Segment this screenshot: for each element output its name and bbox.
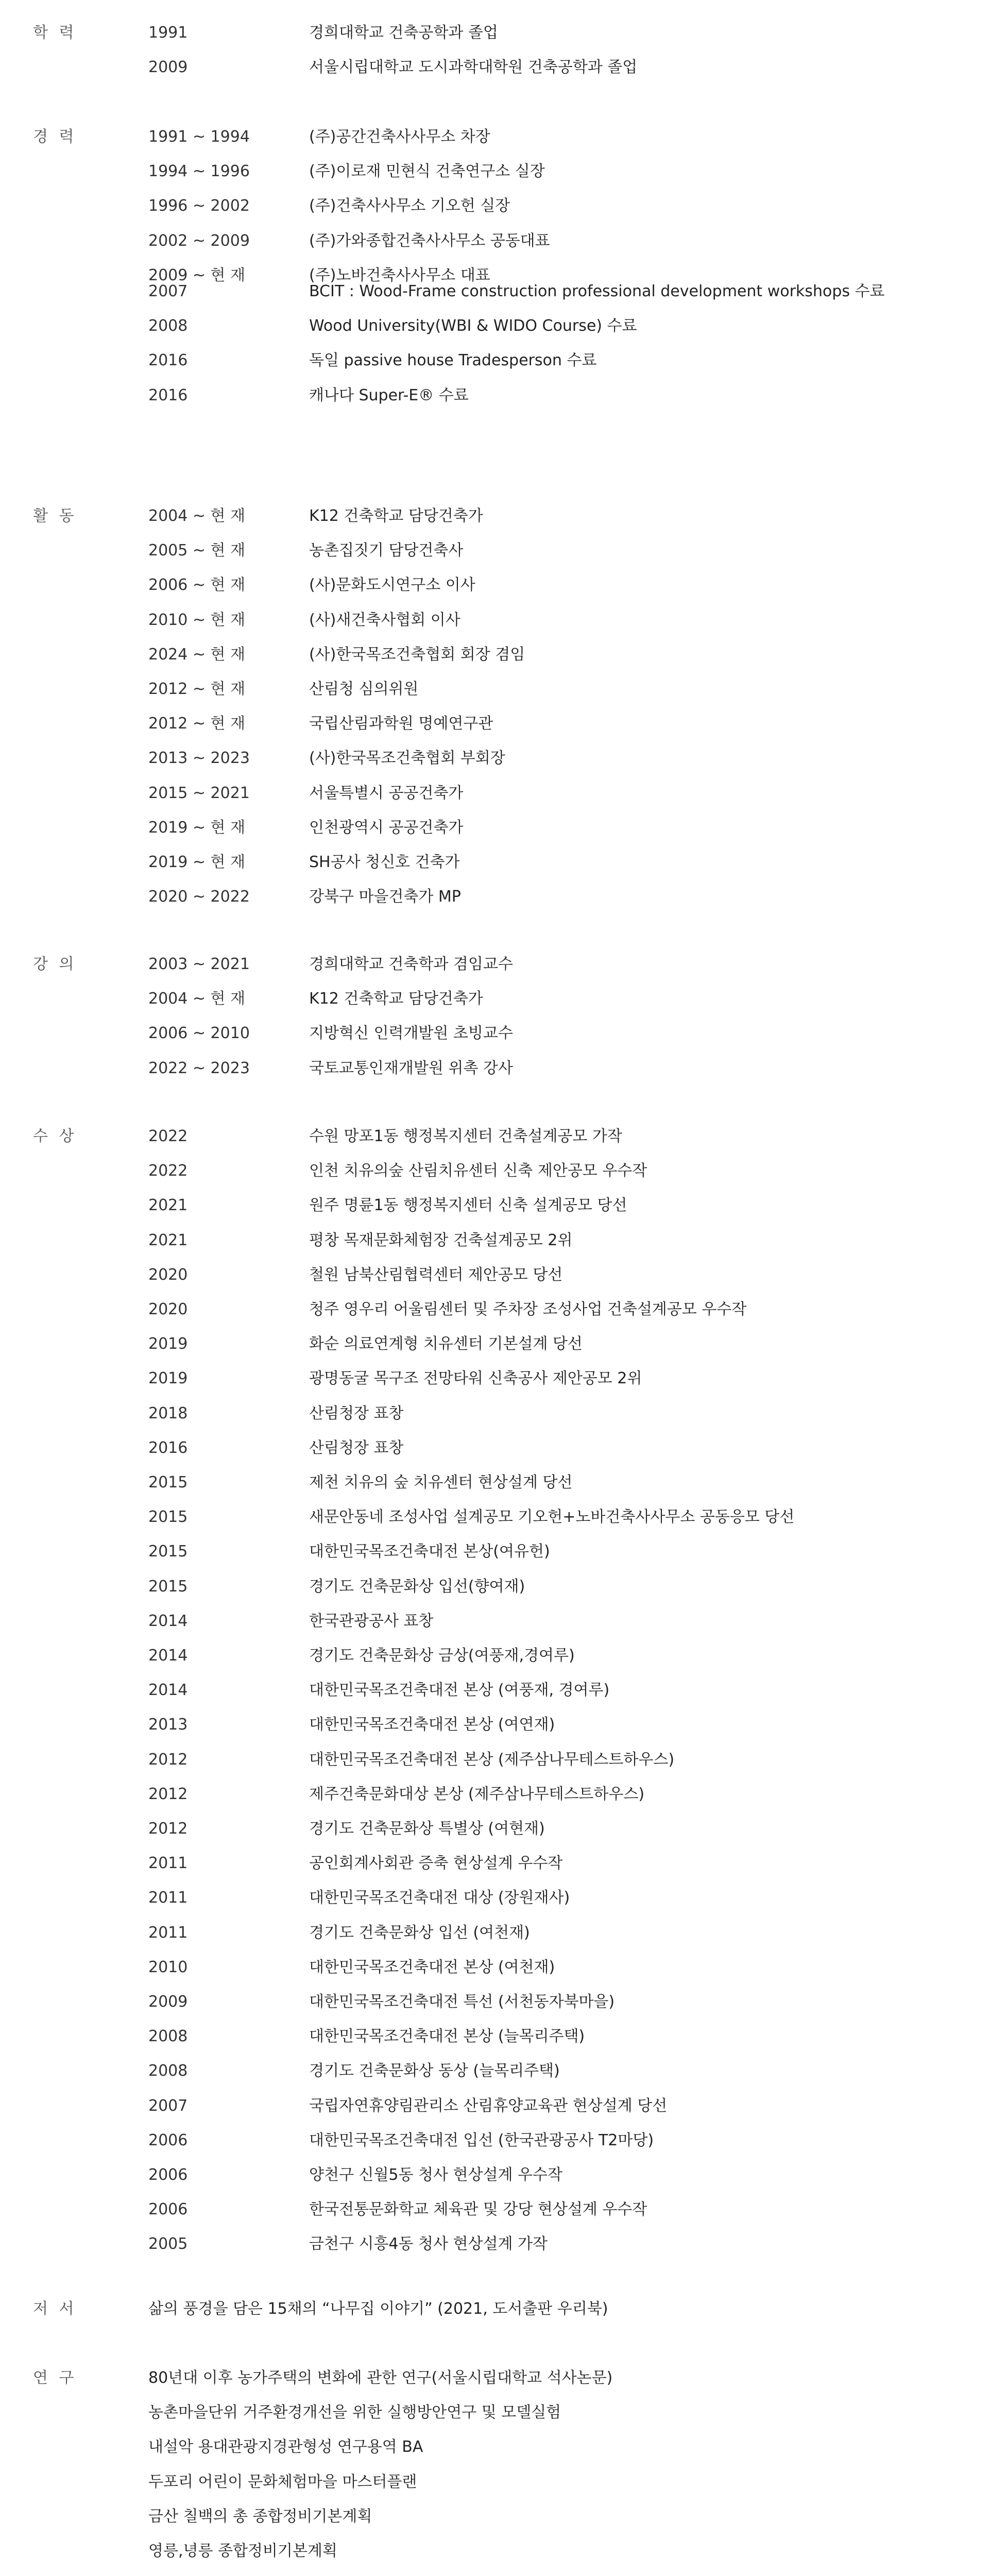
entry-year: 2014 [148, 1647, 188, 1665]
entry-text: 새문안동네 조성사업 설계공모 기오헌+노바건축사사무소 공동응모 당선 [309, 1508, 795, 1526]
entry-year: 2007 [148, 282, 188, 300]
entry-text: 경희대학교 건축공학과 졸업 [309, 24, 498, 42]
activities-row [0, 852, 989, 873]
entry-text: 독일 passive house Tradesperson 수료 [309, 351, 597, 369]
awards-row [0, 1992, 989, 2012]
entry-text: 국토교통인재개발원 위촉 강사 [309, 1059, 513, 1077]
activities-row [0, 540, 989, 561]
entry-text: 금천구 시흥4동 청사 현상설계 가작 [309, 2235, 548, 2253]
entry-year: 2006 [148, 2166, 188, 2184]
awards-row [0, 1680, 989, 1701]
entry-year: 1994 ~ 1996 [148, 162, 250, 180]
activities-row [0, 610, 989, 631]
entry-text: 화순 의료연계형 치유센터 기본설계 당선 [309, 1335, 583, 1353]
entry-text: 수원 망포1동 행정복지센터 건축설계공모 가작 [309, 1127, 622, 1145]
entry-year: 2011 [148, 1854, 188, 1872]
awards-row [0, 1819, 989, 1839]
entry-text: 공인회계사회관 증축 현상설계 우수작 [309, 1854, 563, 1872]
career-row [0, 231, 989, 251]
entry-year: 2015 [148, 1543, 188, 1561]
entry-text: 산림청장 표창 [309, 1439, 404, 1457]
entry-text: 영릉,녕릉 종합정비기본계획 [148, 2542, 337, 2560]
entry-year: 2004 ~ 현 재 [148, 990, 246, 1008]
entry-year: 2006 [148, 2200, 188, 2218]
entry-year: 2009 ~ 현 재 [148, 266, 246, 284]
entry-text: 인천 치유의숲 산림치유센터 신축 제안공모 우수작 [309, 1162, 647, 1180]
awards-row [0, 1403, 989, 1424]
entry-text: 청주 영우리 어울림센터 및 주차장 조성사업 건축설계공모 우수작 [309, 1300, 747, 1318]
activities-row [0, 679, 989, 700]
entry-year: 2012 [148, 1751, 188, 1769]
awards-row [0, 1715, 989, 1735]
awards-row [0, 1646, 989, 1666]
entry-year: 2021 [148, 1196, 188, 1214]
awards-row [0, 1611, 989, 1632]
activities-row [0, 818, 989, 838]
entry-text: 80년대 이후 농가주택의 변화에 관한 연구(서울시립대학교 석사논문) [148, 2369, 613, 2387]
books-row [0, 2299, 989, 2319]
section-label-career: 경 력 [33, 128, 77, 146]
entry-text: 농촌집짓기 담당건축사 [309, 541, 464, 560]
entry-year: 2013 [148, 1716, 188, 1734]
awards-row [0, 1923, 989, 1943]
entry-text: 양천구 신월5동 청사 현상설계 우수작 [309, 2166, 562, 2184]
career-row [0, 161, 989, 182]
awards-row [0, 1438, 989, 1459]
entry-text: 원주 명륜1동 행정복지센터 신축 설계공모 당선 [309, 1196, 627, 1214]
entry-text: (사)문화도시연구소 이사 [309, 576, 475, 594]
awards-row [0, 1368, 989, 1389]
entry-text: 인천광역시 공공건축가 [309, 819, 464, 837]
entry-text: 내설악 용대관광지경관형성 연구용역 BA [148, 2438, 423, 2456]
entry-text: 산림청 심의위원 [309, 680, 419, 698]
entry-year: 2014 [148, 1612, 188, 1630]
entry-year: 1991 [148, 24, 188, 42]
career-row [0, 196, 989, 216]
awards-row [0, 1230, 989, 1251]
entry-year: 2016 [148, 386, 188, 404]
entry-text: 대한민국목조건축대전 대상 (장원재사) [309, 1889, 570, 1907]
entry-text: 대한민국목조건축대전 본상 (여연재) [309, 1716, 555, 1734]
entry-text: (주)건축사사무소 기오헌 실장 [309, 197, 510, 215]
entry-text: 제주건축문화대상 본상 (제주삼나무테스트하우스) [309, 1785, 645, 1803]
lectures-row [0, 989, 989, 1009]
entry-text: 한국관광공사 표창 [309, 1612, 434, 1630]
activities-row [0, 506, 989, 527]
entry-text: 경희대학교 건축학과 겸임교수 [309, 955, 513, 973]
entry-year: 2012 [148, 1785, 188, 1803]
entry-year: 2007 [148, 2097, 188, 2115]
section-label-education: 학 력 [33, 24, 77, 42]
section-label-research: 연 구 [33, 2369, 77, 2387]
career-row [0, 316, 989, 336]
entry-year: 2006 ~ 현 재 [148, 576, 246, 594]
education-row [0, 23, 989, 43]
entry-year: 2019 ~ 현 재 [148, 819, 246, 837]
entry-text: 산림청장 표창 [309, 1404, 404, 1422]
entry-year: 2019 [148, 1335, 188, 1353]
entry-text: (주)이로재 민현식 건축연구소 실장 [309, 162, 545, 180]
entry-text: 대한민국목조건축대전 본상(여유헌) [309, 1543, 550, 1561]
entry-year: 2011 [148, 1889, 188, 1907]
entry-year: 2019 ~ 현 재 [148, 853, 246, 871]
entry-text: 한국전통문화학교 체육관 및 강당 현상설계 우수작 [309, 2200, 647, 2218]
entry-text: 대한민국목조건축대전 본상 (여천재) [309, 1958, 555, 1976]
entry-text: SH공사 청신호 건축가 [309, 853, 460, 871]
research-row [0, 2402, 989, 2423]
awards-row [0, 1299, 989, 1320]
entry-text: 경기도 건축문화상 동상 (늘목리주택) [309, 2062, 560, 2080]
entry-year: 2008 [148, 317, 188, 335]
entry-text: 광명동굴 목구조 전망타워 신축공사 제안공모 2위 [309, 1369, 642, 1387]
entry-year: 2011 [148, 1924, 188, 1942]
entry-text: K12 건축학교 담당건축가 [309, 990, 483, 1008]
entry-text: 대한민국목조건축대전 입선 (한국관광공사 T2마당) [309, 2131, 654, 2149]
entry-year: 2018 [148, 1404, 188, 1422]
research-row [0, 2472, 989, 2493]
entry-text: 철원 남북산림협력센터 제안공모 당선 [309, 1266, 563, 1284]
entry-text: 대한민국목조건축대전 특선 (서천동자북마을) [309, 1993, 615, 2011]
entry-text: 경기도 건축문화상 금상(여풍재,경여루) [309, 1647, 575, 1665]
entry-text: 농촌마을단위 거주환경개선을 위한 실행방안연구 및 모델실험 [148, 2403, 561, 2421]
awards-row [0, 1541, 989, 1562]
activities-row [0, 887, 989, 907]
entry-year: 2010 [148, 1958, 188, 1976]
research-row [0, 2541, 989, 2562]
entry-text: 대한민국목조건축대전 본상 (늘목리주택) [309, 2027, 585, 2045]
entry-text: 제천 치유의 숲 치유센터 현상설계 당선 [309, 1473, 573, 1492]
entry-year: 2020 [148, 1266, 188, 1284]
education-row [0, 57, 989, 78]
career-row [0, 350, 989, 371]
lectures-row [0, 1023, 989, 1044]
activities-row [0, 645, 989, 665]
awards-row [0, 1265, 989, 1285]
section-label-books: 저 서 [33, 2300, 77, 2318]
activities-row [0, 748, 989, 769]
entry-text: Wood University(WBI & WIDO Course) 수료 [309, 317, 637, 335]
lectures-row [0, 954, 989, 975]
entry-year: 2014 [148, 1681, 188, 1699]
awards-row [0, 2026, 989, 2047]
activities-row [0, 575, 989, 596]
awards-row [0, 1334, 989, 1354]
entry-text: 강북구 마을건축가 MP [309, 888, 461, 906]
awards-row [0, 1577, 989, 1597]
awards-row [0, 1161, 989, 1181]
activities-row [0, 714, 989, 734]
awards-row [0, 2061, 989, 2081]
awards-row [0, 1472, 989, 1493]
entry-year: 2008 [148, 2027, 188, 2045]
section-label-awards: 수 상 [33, 1127, 77, 1145]
career-row [0, 127, 989, 147]
entry-year: 2020 ~ 2022 [148, 888, 250, 906]
entry-year: 2016 [148, 351, 188, 369]
entry-text: 대한민국목조건축대전 본상 (제주삼나무테스트하우스) [309, 1751, 675, 1769]
entry-text: 금산 칠백의 총 종합정비기본계획 [148, 2507, 372, 2526]
entry-text: 경기도 건축문화상 입선(향여재) [309, 1578, 525, 1596]
lectures-row [0, 1058, 989, 1079]
entry-text: (주)가와종합건축사사무소 공동대표 [309, 232, 550, 250]
entry-text: 지방혁신 인력개발원 초빙교수 [309, 1024, 513, 1042]
entry-year: 2019 [148, 1369, 188, 1387]
entry-text: 경기도 건축문화상 특별상 (여현재) [309, 1820, 545, 1838]
entry-year: 2012 ~ 현 재 [148, 680, 246, 698]
entry-text: 서울특별시 공공건축가 [309, 784, 464, 802]
section-label-activities: 활 동 [33, 507, 77, 525]
entry-text: 캐나다 Super-E® 수료 [309, 386, 469, 404]
career-row [0, 281, 989, 302]
entry-year: 2020 [148, 1300, 188, 1318]
entry-year: 2004 ~ 현 재 [148, 507, 246, 525]
entry-text: 평창 목재문화체험장 건축설계공모 2위 [309, 1231, 573, 1249]
entry-year: 2003 ~ 2021 [148, 955, 250, 973]
entry-text: (사)한국목조건축협회 부회장 [309, 749, 505, 767]
entry-year: 2010 ~ 현 재 [148, 611, 246, 629]
research-row [0, 2437, 989, 2458]
entry-year: 2016 [148, 1439, 188, 1457]
entry-text: 삶의 풍경을 담은 15채의 “나무집 이야기” (2021, 도서출판 우리북) [148, 2300, 608, 2318]
entry-year: 2006 [148, 2131, 188, 2149]
entry-year: 2005 [148, 2235, 188, 2253]
awards-row [0, 2199, 989, 2220]
entry-year: 1991 ~ 1994 [148, 128, 250, 146]
entry-year: 2008 [148, 2062, 188, 2080]
entry-year: 2022 [148, 1162, 188, 1180]
entry-text: 국립산림과학원 명예연구관 [309, 715, 493, 733]
activities-row [0, 783, 989, 804]
research-row [0, 2506, 989, 2527]
entry-text: 국립자연휴양림관리소 산림휴양교육관 현상설계 당선 [309, 2097, 668, 2115]
entry-year: 2022 [148, 1127, 188, 1145]
entry-text: 대한민국목조건축대전 본상 (여풍재, 경여루) [309, 1681, 610, 1699]
section-label-lectures: 강 의 [33, 955, 77, 973]
awards-row [0, 1507, 989, 1528]
entry-text: BCIT : Wood-Frame construction professional development workshops 수료 [309, 282, 885, 300]
entry-text: (사)한국목조건축협회 회장 겸임 [309, 646, 525, 664]
entry-year: 2015 [148, 1508, 188, 1526]
entry-year: 2009 [148, 58, 188, 76]
awards-row [0, 1784, 989, 1805]
entry-text: 두포리 어린이 문화체험마을 마스터플랜 [148, 2473, 417, 2491]
entry-text: 경기도 건축문화상 입선 (여천재) [309, 1924, 530, 1942]
entry-text: K12 건축학교 담당건축가 [309, 507, 483, 525]
research-row [0, 2368, 989, 2388]
entry-text: (주)노바건축사사무소 대표 [309, 266, 490, 284]
entry-year: 2015 ~ 2021 [148, 784, 250, 802]
awards-row [0, 1888, 989, 1908]
entry-year: 2022 ~ 2023 [148, 1059, 250, 1077]
entry-year: 2015 [148, 1578, 188, 1596]
entry-text: 서울시립대학교 도시과학대학원 건축공학과 졸업 [309, 58, 638, 76]
awards-row [0, 1195, 989, 1216]
awards-row [0, 2130, 989, 2151]
awards-row [0, 2165, 989, 2185]
entry-year: 2006 ~ 2010 [148, 1024, 250, 1042]
entry-year: 2012 [148, 1820, 188, 1838]
awards-row [0, 2234, 989, 2255]
entry-year: 1996 ~ 2002 [148, 197, 250, 215]
awards-row [0, 1126, 989, 1147]
entry-year: 2024 ~ 현 재 [148, 646, 246, 664]
entry-year: 2013 ~ 2023 [148, 749, 250, 767]
entry-year: 2002 ~ 2009 [148, 232, 250, 250]
career-row [0, 385, 989, 406]
entry-year: 2015 [148, 1473, 188, 1492]
entry-year: 2005 ~ 현 재 [148, 541, 246, 560]
awards-row [0, 2096, 989, 2116]
awards-row [0, 1957, 989, 1978]
entry-text: (주)공간건축사사무소 차장 [309, 128, 490, 146]
awards-row [0, 1853, 989, 1874]
entry-text: (사)새건축사협회 이사 [309, 611, 461, 629]
entry-year: 2009 [148, 1993, 188, 2011]
awards-row [0, 1750, 989, 1770]
entry-year: 2021 [148, 1231, 188, 1249]
entry-year: 2012 ~ 현 재 [148, 715, 246, 733]
